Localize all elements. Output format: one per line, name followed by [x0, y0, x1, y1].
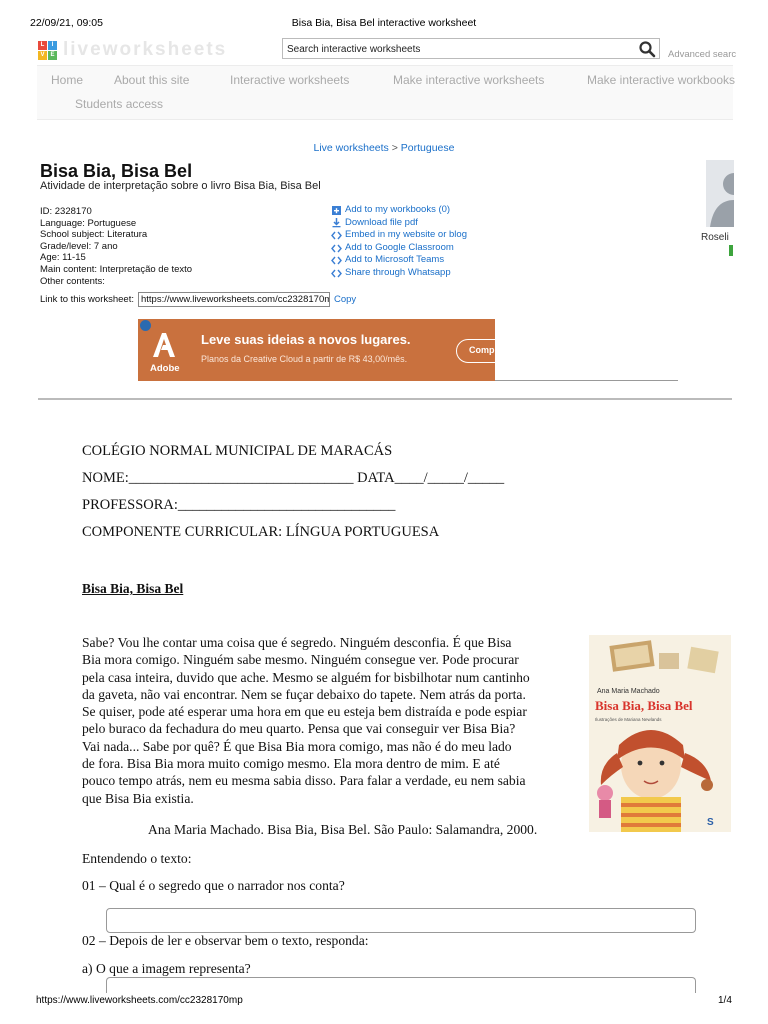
- print-datetime: 22/09/21, 09:05: [30, 17, 103, 29]
- meta-main-content: Main content: Interpretação de texto: [40, 263, 193, 275]
- worksheet-actions: [331, 204, 467, 280]
- meta-age: Age: 11-15: [40, 252, 86, 264]
- meta-language: Language: Portuguese: [40, 217, 137, 229]
- component-line: COMPONENTE CURRICULAR: LÍNGUA PORTUGUESA: [82, 524, 440, 540]
- story-line: pela casa inteira, duvido que ache. Mesmo se alguém for bisbilhotar num cantinho: [82, 669, 530, 685]
- download-icon: [331, 217, 342, 228]
- embed-icon: [331, 255, 342, 266]
- embed-icon: [331, 230, 342, 241]
- question-2: 02 – Depois de ler e observar bem o texto, responda:: [82, 933, 369, 948]
- story-line: Bia mora comigo. Ninguém sabe mesmo. Ninguém consegue ver. Pode procurar: [82, 652, 519, 668]
- story-citation: Ana Maria Machado. Bisa Bia, Bisa Bel. São Paulo: Salamandra, 2000.: [148, 822, 538, 837]
- story-line: pelo buraco da fechadura do meu quarto. Pensa que vai conseguir ver Bisa Bia?: [82, 721, 516, 737]
- ad-title: Leve suas ideias a novos lugares.: [201, 332, 411, 347]
- page-title: Bisa Bia, Bisa Bel: [40, 161, 193, 181]
- advanced-search-link[interactable]: Advanced searc: [668, 49, 737, 60]
- worksheet-meta: [40, 206, 192, 287]
- teacher-line: PROFESSORA:______________________________: [82, 497, 396, 513]
- book-title: Bisa Bia, Bisa Bel: [595, 698, 693, 713]
- action-label: Add to Microsoft Teams: [345, 254, 445, 266]
- story-line: de fora. Bisa Bia mora muito comigo mesmo. Ela mora dentro de mim. E até: [82, 756, 500, 772]
- story-line: Sabe? Vou lhe contar uma coisa que é segredo. Ninguém desconfia. É que Bisa: [82, 635, 512, 650]
- worksheet-link-field[interactable]: [138, 292, 330, 307]
- question-1: 01 – Qual é o segredo que o narrador nos conta?: [82, 878, 345, 893]
- ad-cta-button[interactable]: Comp: [456, 339, 495, 363]
- logo-mark-icon: [38, 41, 57, 60]
- action-label: Embed in my website or blog: [345, 229, 467, 241]
- search-input[interactable]: [283, 40, 623, 59]
- nav-make-workbooks[interactable]: Make interactive workbooks: [587, 73, 736, 87]
- breadcrumb-separator: >: [388, 142, 401, 154]
- breadcrumb: [0, 142, 768, 154]
- nav-students-access[interactable]: Students access: [75, 97, 164, 111]
- link-label: Link to this worksheet:: [40, 294, 134, 305]
- breadcrumb-root[interactable]: Live worksheets: [313, 142, 389, 154]
- main-nav: [37, 65, 736, 120]
- ad-subtitle: Planos da Creative Cloud a partir de R$ 43,00/mês.: [201, 354, 408, 364]
- add-to-workbooks-link[interactable]: [331, 204, 467, 217]
- logo-letter: V: [38, 51, 47, 60]
- action-label: Share through Whatsapp: [345, 266, 451, 278]
- logo-letter: L: [38, 41, 47, 50]
- story-line: da gaveta, não vai encontrar. Nem se fuçar debaixo do tapete. Nem atrás da porta.: [82, 686, 526, 702]
- story-line: Se quiser, pode até esperar uma hora em que eu esteja bem distraída e pode espiar: [82, 704, 527, 720]
- ad-info-icon[interactable]: [140, 320, 151, 331]
- nav-interactive-worksheets[interactable]: Interactive worksheets: [230, 73, 350, 87]
- page-subtitle: Atividade de interpretação sobre o livro Bisa Bia, Bisa Bel: [40, 180, 321, 192]
- nav-make-worksheets[interactable]: Make interactive worksheets: [393, 73, 545, 87]
- embed-icon: [331, 243, 342, 254]
- avatar-icon[interactable]: [706, 160, 734, 227]
- search-box: [282, 38, 660, 59]
- embed-link[interactable]: [331, 229, 467, 242]
- action-label: Download file pdf: [345, 216, 418, 228]
- school-name: COLÉGIO NORMAL MUNICIPAL DE MARACÁS: [82, 443, 393, 459]
- name-date-line: NOME:_______________________________ DATA____/_____/_____: [82, 470, 505, 486]
- answer-field-1[interactable]: [106, 908, 696, 933]
- ad-banner[interactable]: [138, 319, 495, 381]
- meta-grade: Grade/level: 7 ano: [40, 240, 118, 252]
- site-logo[interactable]: [38, 39, 227, 61]
- meta-other-contents: Other contents:: [40, 275, 105, 287]
- question-2a: a) O que a imagem representa?: [82, 961, 251, 976]
- google-classroom-link[interactable]: [331, 242, 467, 255]
- story-line: pouco tempo atrás, nem eu mesma sabia disso. Para falar a verdade, eu nem sabia: [82, 773, 526, 789]
- embed-icon: [331, 268, 342, 279]
- logo-text: liveworksheets: [63, 39, 228, 60]
- ad-brand: Adobe: [150, 363, 180, 373]
- breadcrumb-current[interactable]: Portuguese: [400, 142, 455, 154]
- meta-subject: School subject: Literatura: [40, 229, 148, 241]
- book-illustrator: Ilustrações de Mariana Newlands: [595, 717, 662, 722]
- story-text: [82, 634, 582, 807]
- adobe-logo-icon: [150, 329, 180, 373]
- nav-home[interactable]: Home: [51, 73, 84, 87]
- ad-divider: [495, 380, 678, 381]
- answer-field-2a[interactable]: [106, 977, 696, 993]
- logo-letter: E: [48, 51, 57, 60]
- story-line: Vai nada... Sabe por quê? É que Bisa Bia mora comigo, mas não é do meu lado: [82, 738, 512, 754]
- magnifier-icon[interactable]: [638, 40, 656, 58]
- print-title: Bisa Bia, Bisa Bel interactive worksheet: [291, 17, 477, 29]
- content-divider: [38, 398, 732, 400]
- action-label: Add to Google Classroom: [345, 241, 454, 253]
- footer-page-number: 1/4: [718, 995, 732, 1006]
- logo-letter: I: [48, 41, 57, 50]
- microsoft-teams-link[interactable]: [331, 254, 467, 267]
- nav-about[interactable]: About this site: [114, 73, 190, 87]
- worksheet-link-row: [40, 292, 356, 307]
- text-title: Bisa Bia, Bisa Bel: [82, 581, 184, 596]
- add-workbook-icon: [331, 205, 342, 216]
- action-label: Add to my workbooks (0): [345, 204, 451, 215]
- copy-link-button[interactable]: Copy: [334, 294, 357, 305]
- section-heading: Entendendo o texto:: [82, 851, 192, 866]
- author-badge: [729, 245, 733, 256]
- download-pdf-link[interactable]: [331, 217, 467, 230]
- footer-url: https://www.liveworksheets.com/cc2328170mp: [36, 995, 243, 1006]
- meta-id: ID: 2328170: [40, 206, 92, 217]
- svg-text:S: S: [707, 817, 714, 828]
- book-cover-image: [589, 635, 731, 832]
- author-name[interactable]: Roseli: [701, 232, 729, 243]
- whatsapp-share-link[interactable]: [331, 267, 467, 280]
- story-line: que Bisa Bia existia.: [82, 790, 194, 806]
- book-author: Ana Maria Machado: [597, 688, 660, 695]
